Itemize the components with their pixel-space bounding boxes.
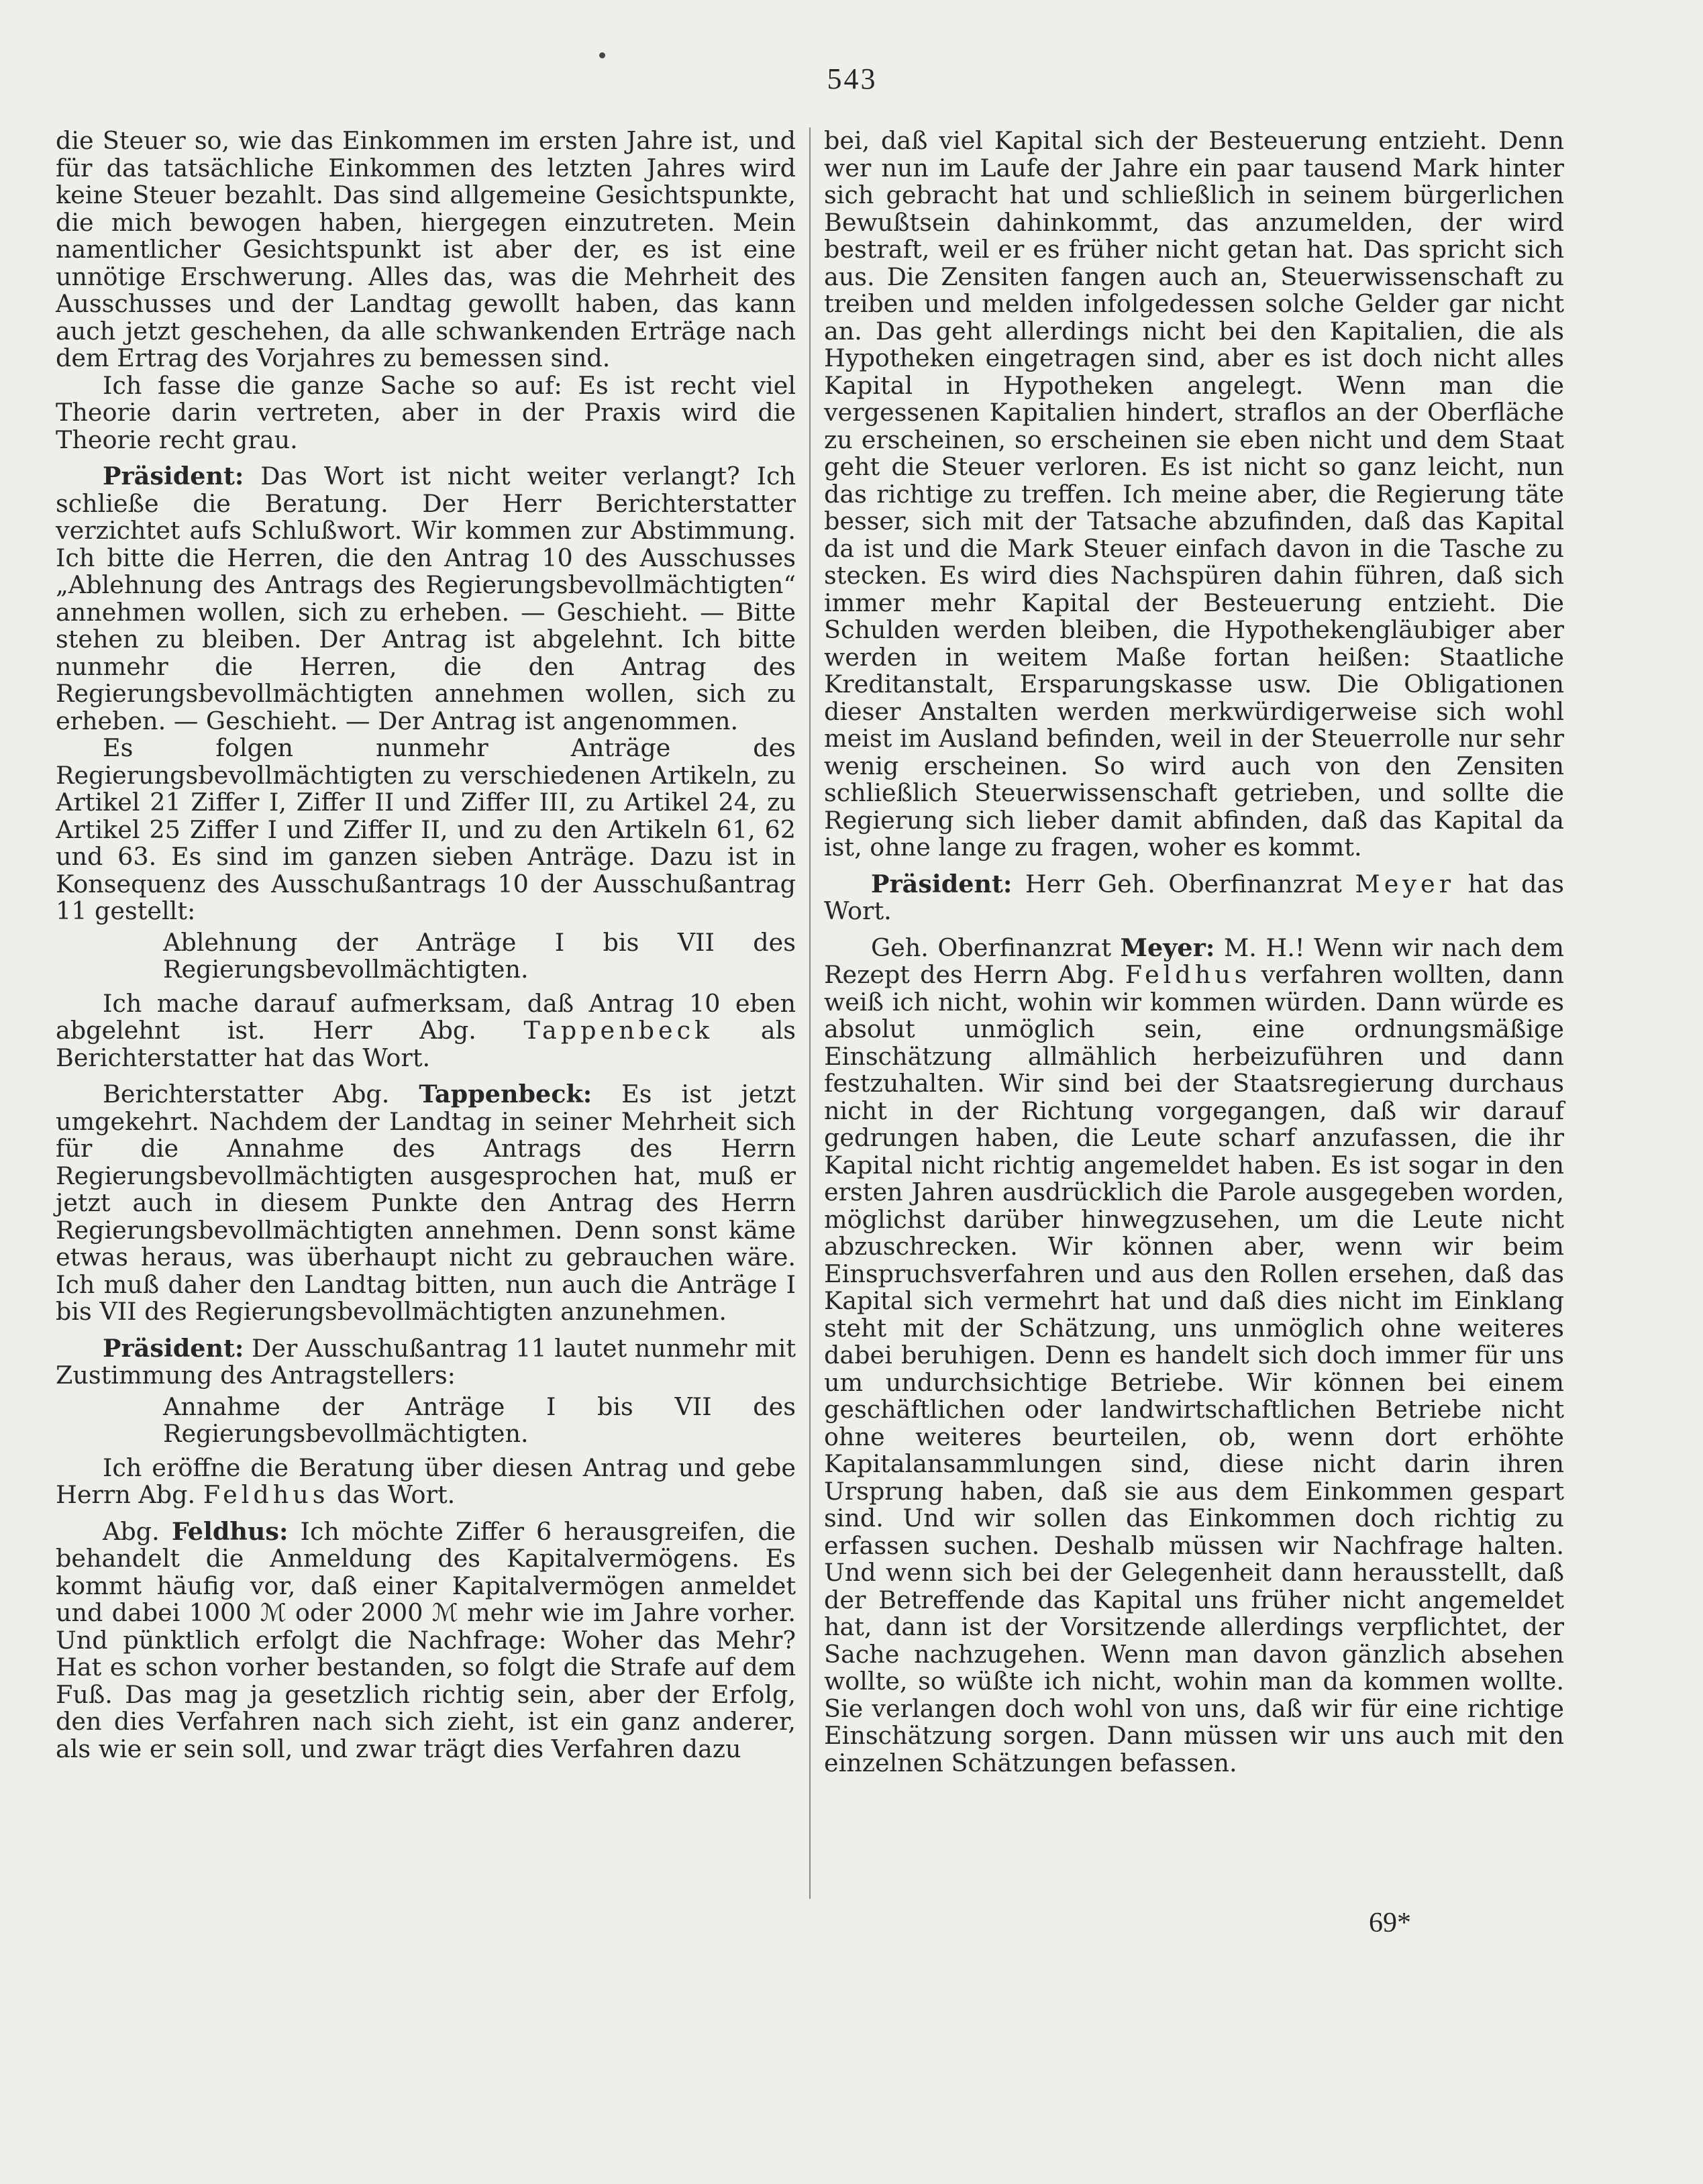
paragraph-text: verfahren wollten, dann weiß ich nicht, wohin wir kommen würden. Dann würde es absolut unmöglich sein, eine ordnungsmäßige Einschätzung allmählich herbeizuführen und dann festzuhalten. Wir sind bei der Staatsregierung durchaus nicht in der Richtung vorgegangen, daß wir darauf gedrungen haben, die Leute scharf anzufassen, die ihr Kapital nicht richtig angemeldet haben. Es ist sogar in den ersten Jahren ausdrücklich die Parole ausgegeben worden, möglichst darüber hinwegzusehen, um die Leute nicht abzuschrecken. Wir können aber, wenn wir beim Einspruchsverfahren und aus den Rollen ersehen, daß das Kapital sich vermehrt hat und daß dies nicht im Einklang steht mit der Schätzung, uns unmöglich ohne weiteres dabei beruhigen. Denn es handelt sich doch immer für uns um undurchsichtige Betriebe. Wir können bei einem geschäftlichen oder landwirtschaftlichen Betriebe nicht ohne weiteres beurteilen, ob, wenn dort erhöhte Kapitalansammlungen sind, diese nicht darin ihren Ursprung haben, daß sie aus dem Einkommen gespart sind. Und wir sollen das Einkommen doch richtig zu erfassen suchen. Deshalb müssen wir Nachfrage halten. Und wenn sich bei der Gelegenheit dann herausstellt, daß der Betreffende das Kapital uns früher nicht angemeldet hat, dann ist der Vorsitzende allerdings verpflichtet, der Sache nachzugehen. Wenn man davon gänzlich absehen wollte, so wüßte ich nicht, wohin man da kommen wollte. Sie verlangen doch wohl von uns, daß wir für eine richtige Einschätzung sorgen. Dann müssen wir uns auch mit den einzelnen Schätzungen befassen.	[824, 960, 1564, 1777]
paragraph: Ich fasse die ganze Sache so auf: Es ist recht viel Theorie darin vertreten, aber in der Praxis wird die Theorie recht grau.	[56, 370, 796, 454]
paragraph-text: das Wort.	[329, 1480, 456, 1509]
speaker-prefix: Abg.	[103, 1516, 172, 1546]
paragraph-text: hat das Wort.	[824, 869, 1564, 925]
print-dot	[599, 52, 605, 58]
paragraph	[56, 1455, 796, 1509]
paragraph	[56, 1518, 796, 1763]
paragraph	[56, 1081, 796, 1326]
signature-mark: 69*	[1369, 1908, 1411, 1938]
paragraph-text: Ich möchte Ziffer 6 herausgreifen, die behandelt die Anmeldung des Kapitalvermögens. Es kommt häufig vor, daß einer Kapitalvermögen anmeldet und dabei 1000 ℳ oder 2000 ℳ mehr wie im Jahre vorher. Und pünktlich erfolgt die Nachfrage: Woher das Mehr? Hat es schon vorher bestanden, so folgt die Strafe auf dem Fuß. Das mag ja gesetzlich richtig sein, aber der Erfolg, den dies Verfahren nach sich zieht, ist ein ganz anderer, als wie er sein soll, und zwar trägt dies Verfahren dazu	[56, 1516, 796, 1763]
paragraph-text: Es ist jetzt umgekehrt. Nachdem der Landtag in seiner Mehrheit sich für die Annahme des Antrags des Herrn Regierungsbevollmächtigten ausgesprochen hat, muß er jetzt auch in diesem Punkte den Antrag des Herrn Regierungsbevollmächtigten annehmen. Denn sonst käme etwas heraus, was überhaupt nicht zu gebrauchen wäre. Ich muß daher den Landtag bitten, nun auch die Anträge I bis VII des Regierungsbevollmächtigten anzunehmen.	[56, 1080, 796, 1326]
paragraph-text: Herr Geh. Oberfinanzrat	[1012, 869, 1355, 898]
paragraph: die Steuer so, wie das Einkommen im ersten Jahre ist, und für das tatsächliche Einkommen des letzten Jahres wird keine Steuer bezahlt. Das sind allgemeine Gesichtspunkte, die mich bewogen haben, hiergegen einzutreten. Mein namentlicher Gesichtspunkt ist aber der, es ist eine unnötige Erschwerung. Alles das, was die Mehrheit des Ausschusses und der Landtag gewollt haben, das kann auch jetzt geschehen, da alle schwankenden Erträge nach dem Ertrag des Vorjahres zu bemessen sind.	[56, 126, 796, 372]
paragraph	[824, 871, 1564, 925]
speaker-label: Meyer:	[1120, 933, 1215, 962]
column-divider	[809, 127, 811, 1899]
member-name: Meyer	[1355, 869, 1455, 898]
speaker-label: Präsident:	[871, 869, 1013, 898]
motion-quote: Annahme der Anträge I bis VII des Regierungsbevollmächtigten.	[163, 1392, 796, 1448]
member-name: Feldhus	[203, 1480, 329, 1509]
member-name: Feldhus	[1125, 960, 1251, 989]
paragraph-text: M. H.! Wenn wir nach dem Rezept des Herrn Abg.	[824, 933, 1564, 989]
paragraph-text: Der Ausschußantrag 11 lautet nunmehr mit Zustimmung des Antragstellers:	[56, 1333, 796, 1390]
paragraph	[56, 1335, 796, 1390]
speaker-label: Präsident:	[103, 1333, 244, 1363]
speaker-prefix: Geh. Oberfinanzrat	[871, 933, 1121, 962]
speaker-label: Tappenbeck:	[419, 1080, 592, 1108]
paragraph-text: Das Wort ist nicht weiter verlangt? Ich schließe die Beratung. Der Herr Berichterstatter verzichtet aufs Schlußwort. Wir kommen zur Abstimmung. Ich bitte die Herren, die den Antrag 10 des Ausschusses „Ablehnung des Antrags des Regierungsbevollmächtigten“ annehmen wollen, sich zu erheben. — Geschieht. — Bitte stehen zu bleiben. Der Antrag ist abgelehnt. Ich bitte nunmehr die Herren, die den Antrag des Regierungsbevollmächtigten annehmen wollen, sich zu erheben. — Geschieht. — Der Antrag ist angenommen.	[56, 462, 796, 735]
left-column	[56, 127, 796, 1763]
motion-quote: Ablehnung der Anträge I bis VII des Regierungsbevollmächtigten.	[163, 927, 796, 984]
paragraph-text: als Berichterstatter hat das Wort.	[56, 1016, 796, 1072]
speaker-label: Feldhus:	[171, 1516, 289, 1546]
speaker-label: Präsident:	[103, 462, 244, 490]
paragraph-text: Ich mache darauf aufmerksam, daß Antrag 10 eben abgelehnt ist. Herr Abg.	[56, 988, 796, 1045]
paragraph	[824, 935, 1564, 1777]
paragraph	[56, 463, 796, 735]
member-name: Tappenbeck	[523, 1016, 714, 1045]
right-column	[824, 127, 1564, 1777]
paragraph: bei, daß viel Kapital sich der Besteuerung entzieht. Denn wer nun im Laufe der Jahre ein paar tausend Mark hinter sich gebracht hat und schließlich in seinem bürgerlichen Bewußtsein dahinkommt, das anzumelden, der wird bestraft, weil er es früher nicht getan hat. Das spricht sich aus. Die Zensiten fangen auch an, Steuerwissenschaft zu treiben und melden infolgedessen solche Gelder gar nicht an. Das geht allerdings nicht bei den Kapitalien, die als Hypotheken eingetragen sind, aber es ist doch nicht alles Kapital in Hypotheken angelegt. Wenn man die vergessenen Kapitalien hindert, straflos an der Oberfläche zu erscheinen, so erscheinen sie eben nicht und dem Staat geht die Steuer verloren. Es ist nicht so ganz leicht, nun das richtige zu treffen. Ich meine aber, die Regierung täte besser, sich mit der Tatsache abzufinden, daß das Kapital da ist und die Mark Steuer einfach davon in die Tasche zu stecken. Es wird dies Nachspüren dahin führen, daß sich immer mehr Kapital der Besteuerung entzieht. Die Schulden werden bleiben, die Hypothekengläubiger aber werden in weitem Maße fortan heißen: Staatliche Kreditanstalt, Ersparungskasse usw. Die Obligationen dieser Anstalten werden merkwürdigerweise sich wohl meist im Ausland befinden, weil in der Steuerrolle nur sehr wenig erscheinen. So wird auch von den Zensiten schließlich Steuerwissenschaft getrieben, und sollte die Regierung sich lieber damit abfinden, daß das Kapital da ist, ohne lange zu fragen, woher es kommt.	[824, 126, 1564, 862]
page-number: 543	[827, 62, 878, 95]
speaker-prefix: Berichterstatter Abg.	[103, 1080, 419, 1108]
paragraph	[56, 990, 796, 1072]
paragraph-text: Ich eröffne die Beratung über diesen Antrag und gebe Herrn Abg.	[56, 1453, 796, 1509]
paragraph: Es folgen nunmehr Anträge des Regierungsbevollmächtigten zu verschiedenen Artikeln, zu Artikel 21 Ziffer I, Ziffer II und Ziffer III, zu Artikel 24, zu Artikel 25 Ziffer I und Ziffer II, und zu den Artikeln 61, 62 und 63. Es sind im ganzen sieben Anträge. Dazu ist in Konsequenz des Ausschußantrags 10 der Ausschußantrag 11 gestellt:	[56, 733, 796, 925]
